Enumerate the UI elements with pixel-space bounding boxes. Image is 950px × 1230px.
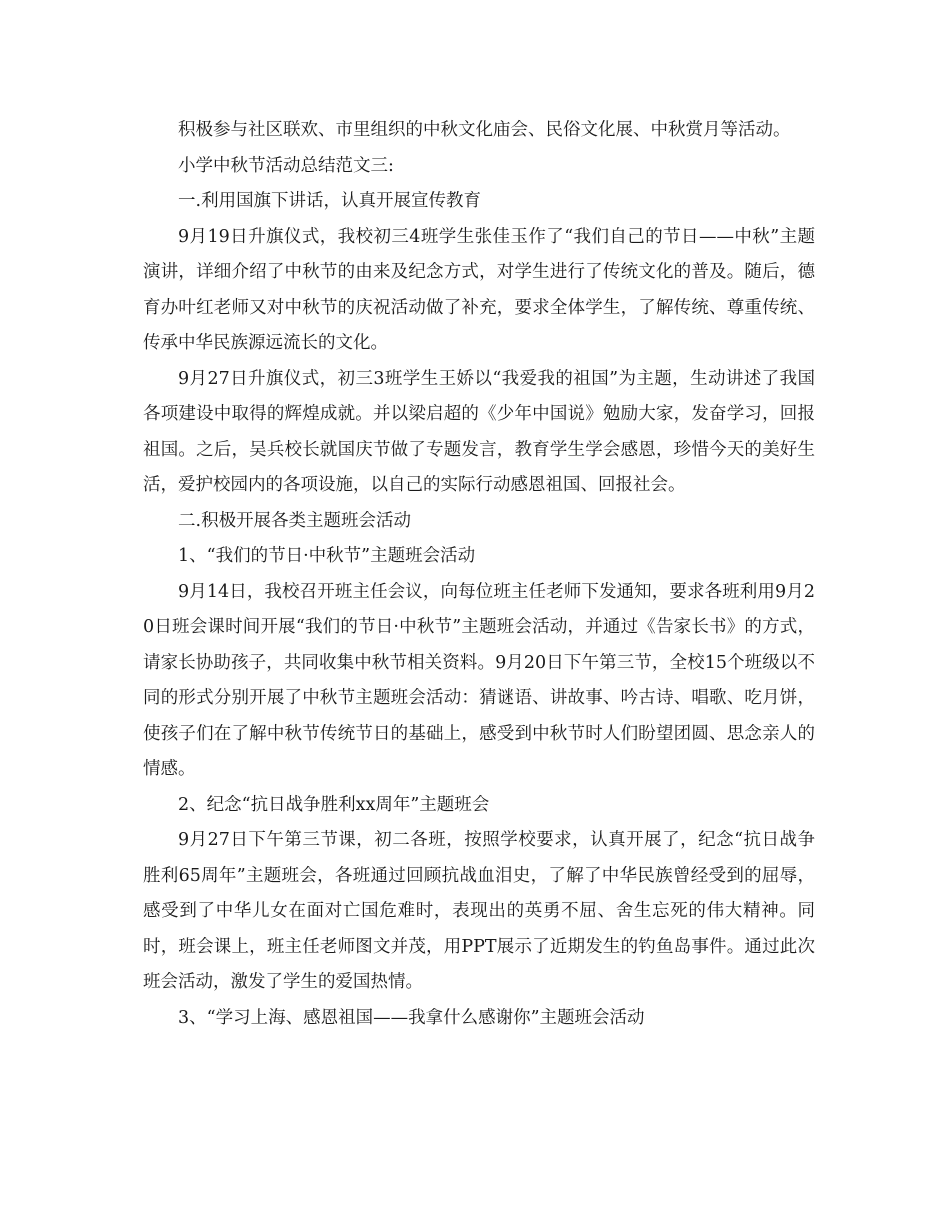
heading-flag-speech: 一.利用国旗下讲话，认真开展宣传教育 [178,191,482,211]
subheading-anti-japanese-war: 2、纪念“抗日战争胜利xx周年”主题班会 [178,794,490,815]
section-title-sample-three: 小学中秋节活动总结范文三: [178,155,394,176]
paragraph-sept-14: 9月14日，我校召开班主任会议，向每位班主任老师下发通知，要求各班利用9月20日班会课时间开展“我们的节日·中秋节”主题班会活动，并通过《告家长书》的方式，请家长协助孩子，共同收集中秋节相关资料。9月20日下午第三节，全校15个班级以不同的形式分别开展了中秋节主题班会活动：猜谜语、讲故事、吟古诗、唱歌、吃月饼，使孩子们在了解中秋节传统节日的基础上，感受到中秋节时人们盼望团圆、思念亲人的情感。 [143,581,815,779]
document-body [143,113,815,1036]
paragraph-sept-27-class: 9月27日下午第三节课，初二各班，按照学校要求，认真开展了，纪念“抗日战争胜利65周年”主题班会，各班通过回顾抗战血泪史，了解了中华民族曾经受到的屈辱，感受到了中华儿女在面对亡国危难时，表现出的英勇不屈、舍生忘死的伟大精神。同时，班会课上，班主任老师图文并茂，用PPT展示了近期发生的钓鱼岛事件。通过此次班会活动，激发了学生的爱国热情。 [143,830,815,992]
paragraph-sept-19: 9月19日升旗仪式，我校初三4班学生张佳玉作了“我们自己的节日——中秋”主题演讲，详细介绍了中秋节的由来及纪念方式，对学生进行了传统文化的普及。随后，德育办叶红老师又对中秋节的庆祝活动做了补充，要求全体学生，了解传统、尊重传统、传承中华民族源远流长的文化。 [143,226,815,353]
paragraph-sept-27-flag: 9月27日升旗仪式，初三3班学生王娇以“我爱我的祖国”为主题，生动讲述了我国各项建设中取得的辉煌成就。并以梁启超的《少年中国说》勉励大家，发奋学习，回报祖国。之后，吴兵校长就国庆节做了专题发言，教育学生学会感恩，珍惜今天的美好生活，爱护校园内的各项设施，以自己的实际行动感恩祖国、回报社会。 [143,368,815,495]
subheading-our-festival: 1、“我们的节日·中秋节”主题班会活动 [178,546,476,566]
subheading-learn-shanghai: 3、“学习上海、感恩祖国——我拿什么感谢你”主题班会活动 [178,1007,645,1028]
paragraph-activities-intro: 积极参与社区联欢、市里组织的中秋文化庙会、民俗文化展、中秋赏月等活动。 [178,120,791,140]
heading-class-meetings: 二.积极开展各类主题班会活动 [178,510,412,531]
